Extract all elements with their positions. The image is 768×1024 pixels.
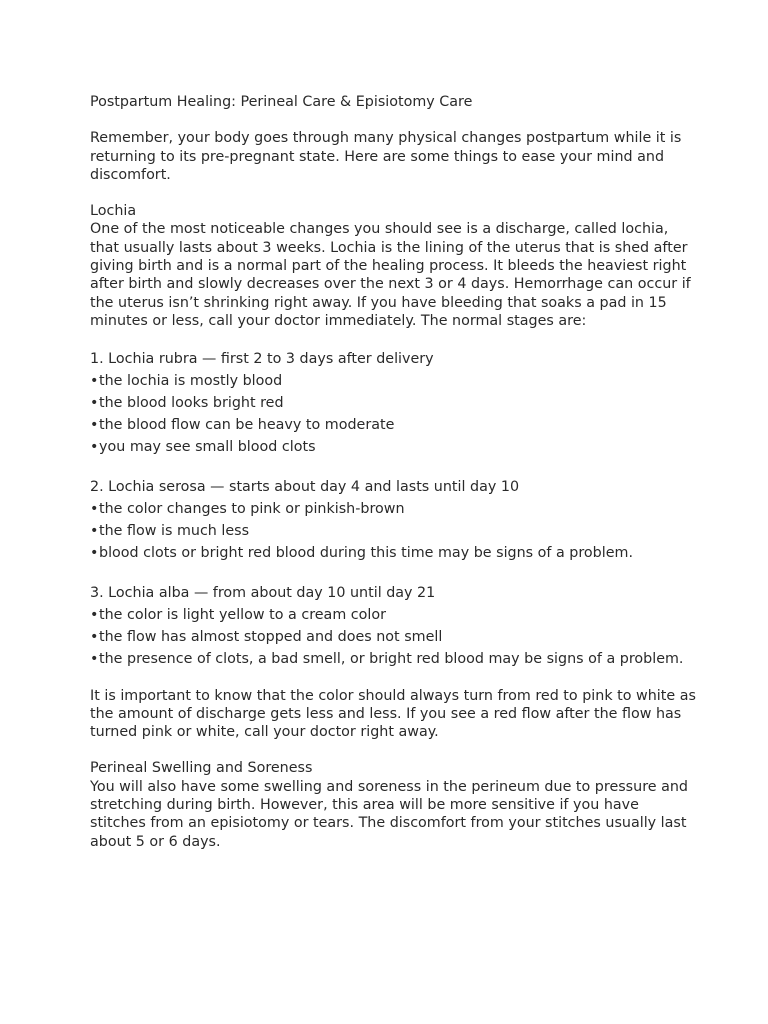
perineal-heading: Perineal Swelling and Soreness (90, 760, 313, 777)
list-item-text: the blood looks bright red (99, 395, 284, 412)
stage-lochia-alba (90, 582, 698, 668)
color-note-paragraph: It is important to know that the color should always turn from red to pink to white as the amount of discharge gets less and less. If you see a red flow after the flow has turned pink or white, call your doctor right away. (90, 687, 696, 741)
bullet-icon: • (90, 501, 99, 518)
lochia-heading: Lochia (90, 203, 137, 220)
list-item (90, 604, 698, 626)
list-item-text: the flow has almost stopped and does not smell (99, 629, 443, 646)
stage-lochia-serosa (90, 476, 698, 564)
bullet-icon: • (90, 523, 99, 540)
stage-heading: 3. Lochia alba — from about day 10 until day 21 (90, 585, 436, 602)
stage-heading: 2. Lochia serosa — starts about day 4 and lasts until day 10 (90, 479, 520, 496)
bullet-icon: • (90, 373, 99, 390)
stage-lochia-rubra (90, 348, 698, 458)
list-item (90, 542, 698, 564)
list-item (90, 498, 698, 520)
document-title: Postpartum Healing: Perineal Care & Episiotomy Care (90, 94, 473, 110)
bullet-icon: • (90, 651, 99, 668)
bullet-icon: • (90, 395, 99, 412)
list-item (90, 370, 698, 392)
list-item-text: blood clots or bright red blood during this time may be signs of a problem. (99, 545, 633, 562)
list-item-text: the presence of clots, a bad smell, or bright red blood may be signs of a problem. (99, 651, 684, 668)
list-item (90, 626, 698, 648)
list-item-text: you may see small blood clots (99, 439, 316, 456)
intro-paragraph: Remember, your body goes through many physical changes postpartum while it is returning to its pre-pregnant state. Here are some things to ease your mind and discomfort. (90, 130, 682, 183)
bullet-icon: • (90, 417, 99, 434)
bullet-icon: • (90, 439, 99, 456)
list-item (90, 520, 698, 542)
bullet-icon: • (90, 607, 99, 624)
list-item-text: the color changes to pink or pinkish-brown (99, 501, 405, 518)
lochia-paragraph: One of the most noticeable changes you should see is a discharge, called lochia, that usually lasts about 3 weeks. Lochia is the lining of the uterus that is shed after giving birth and is a normal part of the healing process. It bleeds the heaviest right after birth and slowly decreases over the next 3 or 4 days. Hemorrhage can occur if the uterus isn’t shrinking right away. If you have bleeding that soaks a pad in 15 minutes or less, call your doctor immediately. The normal stages are: (90, 221, 691, 329)
list-item (90, 414, 698, 436)
bullet-icon: • (90, 629, 99, 646)
list-item-text: the lochia is mostly blood (99, 373, 283, 390)
bullet-icon: • (90, 545, 99, 562)
list-item (90, 648, 698, 668)
list-item-text: the blood flow can be heavy to moderate (99, 417, 395, 434)
list-item-text: the color is light yellow to a cream color (99, 607, 386, 624)
perineal-paragraph: You will also have some swelling and soreness in the perineum due to pressure and stretching during birth. However, this area will be more sensitive if you have stitches from an episiotomy or tears. The discomfort from your stitches usually last about 5 or 6 days. (90, 778, 688, 850)
list-item (90, 392, 698, 414)
list-item-text: the flow is much less (99, 523, 250, 540)
stage-heading: 1. Lochia rubra — first 2 to 3 days after delivery (90, 351, 434, 368)
list-item (90, 436, 698, 458)
